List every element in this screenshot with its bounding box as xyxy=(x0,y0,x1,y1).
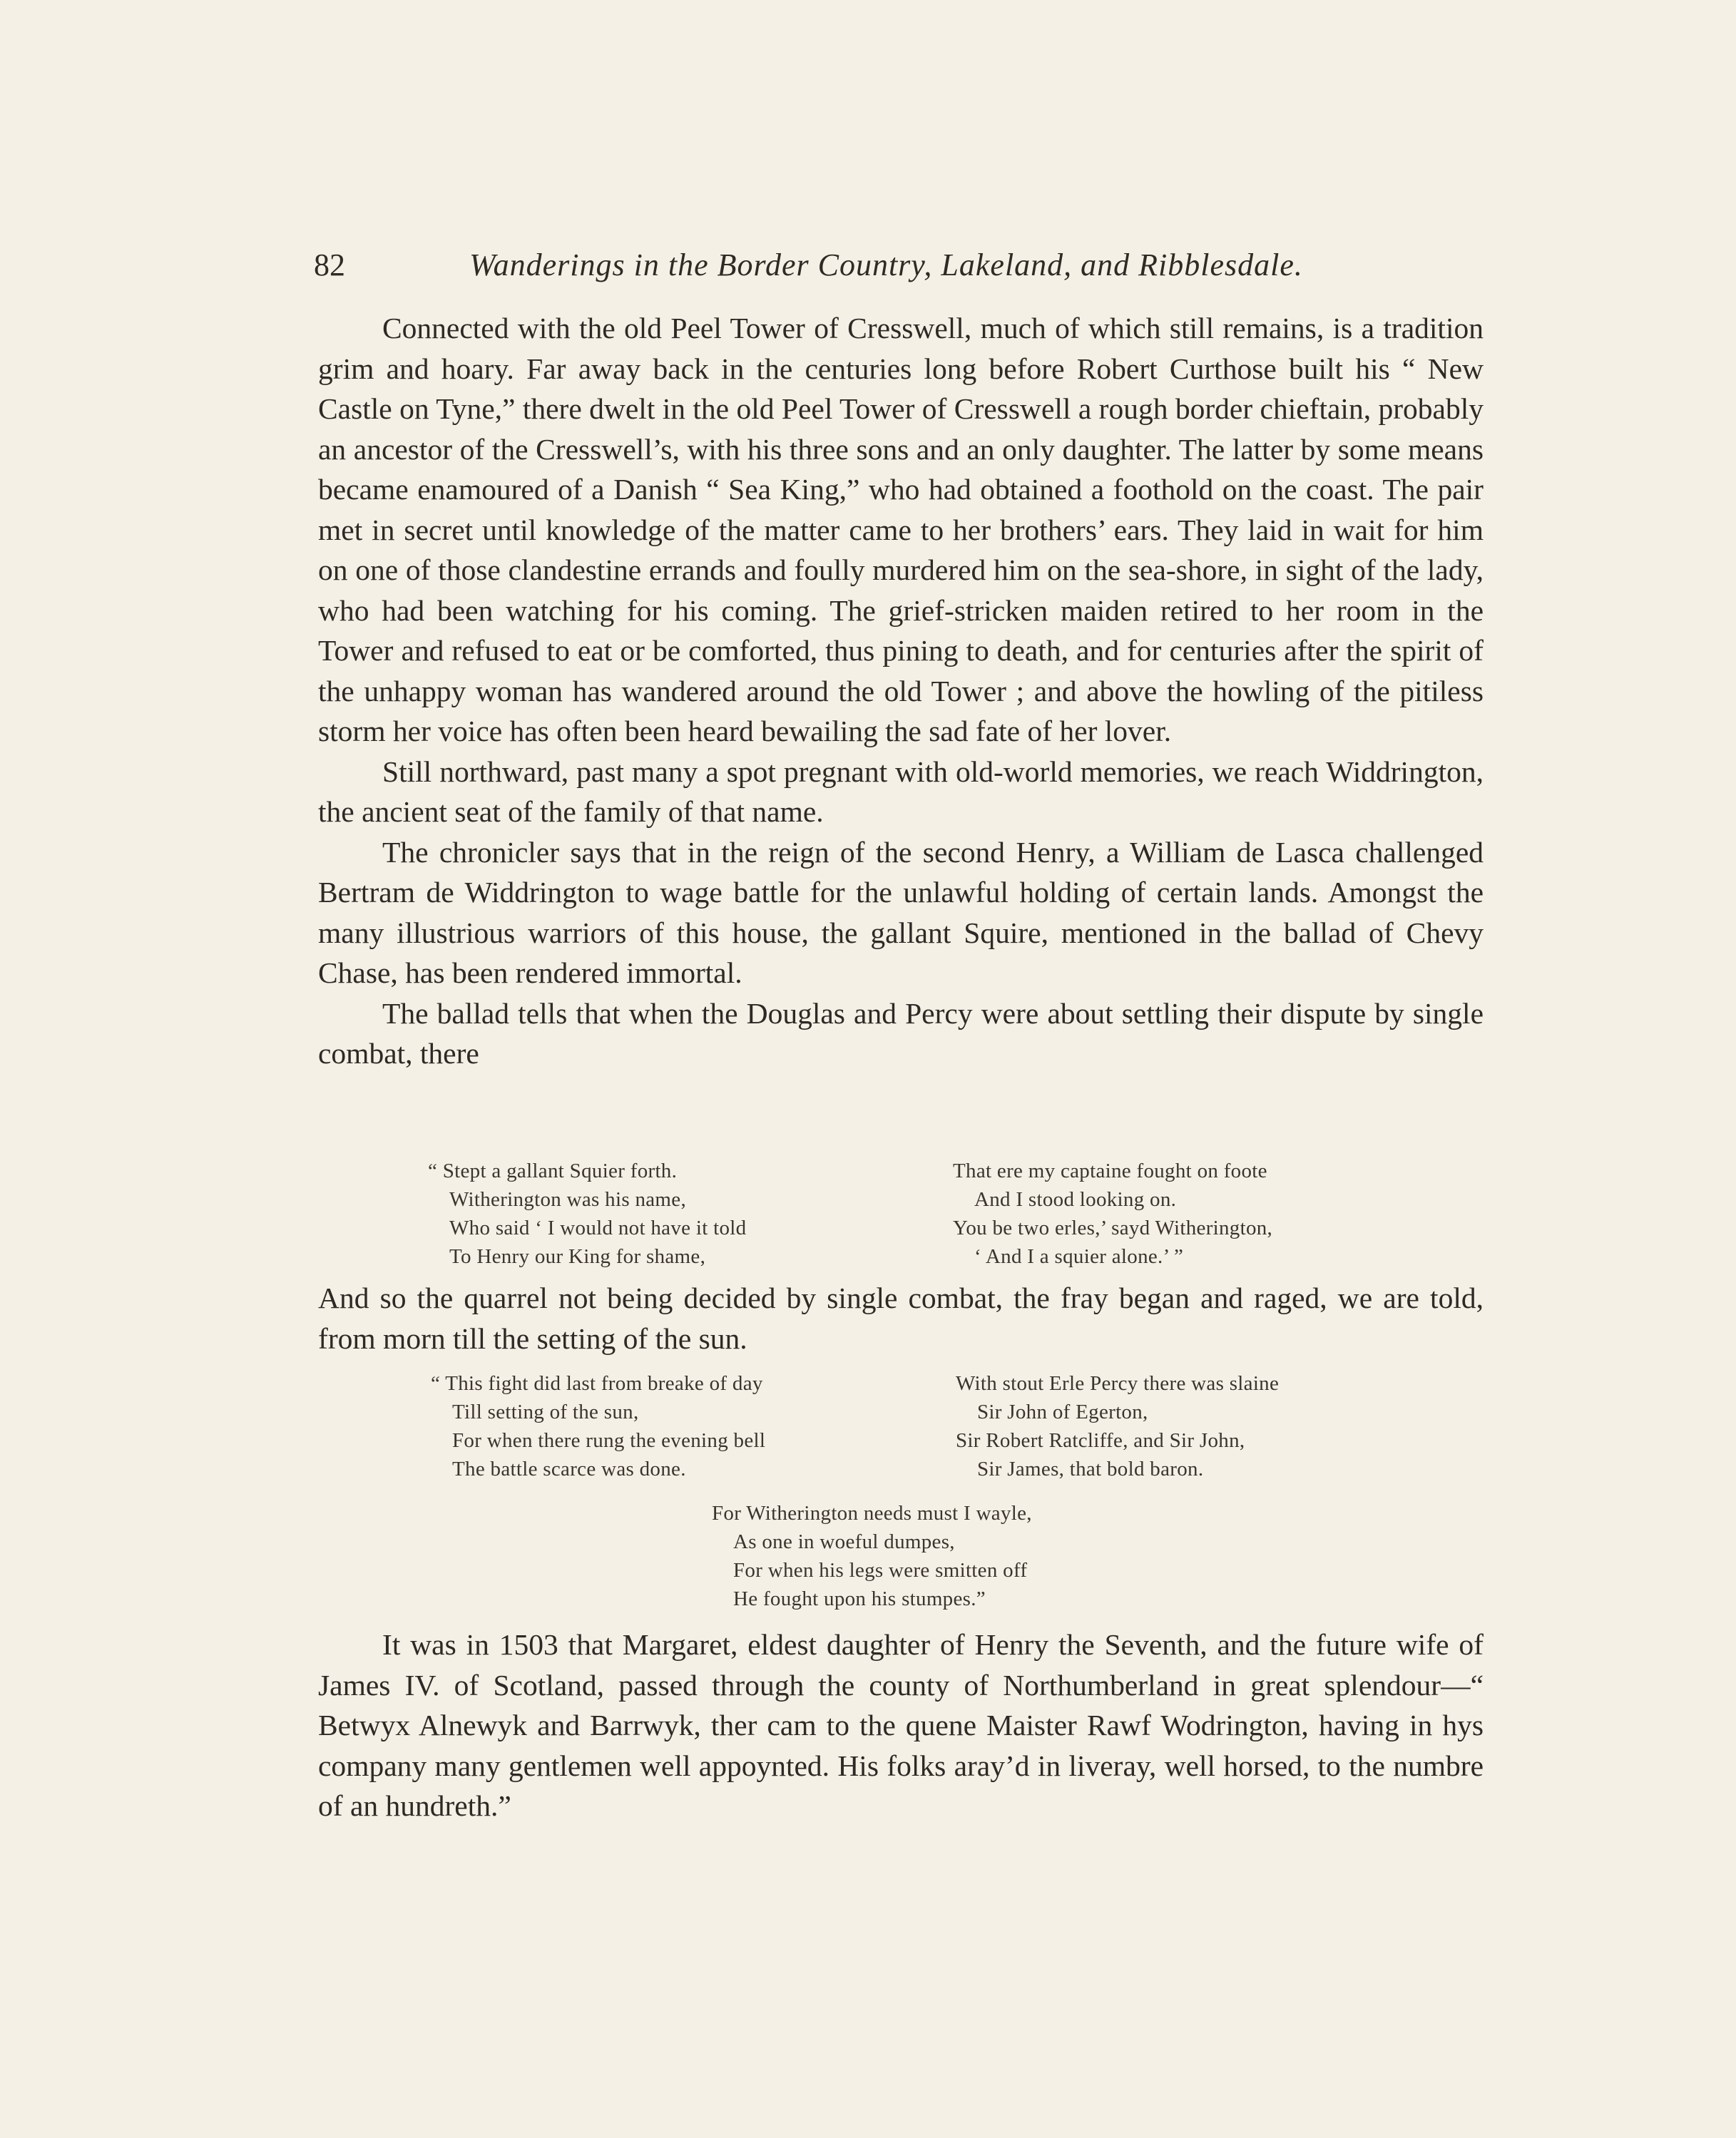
verse-line: ‘ And I a squier alone.’ ” xyxy=(974,1245,1184,1268)
verse-stanza xyxy=(953,1157,1272,1271)
verse-line: As one in woeful dumpes, xyxy=(733,1530,955,1553)
verse-line: “ This fight did last from breake of day xyxy=(431,1372,763,1395)
verse-line: “ Stept a gallant Squier forth. xyxy=(428,1160,678,1182)
verse-stanza xyxy=(431,1369,765,1483)
verse-line: Sir John of Egerton, xyxy=(977,1401,1148,1423)
paragraph: Connected with the old Peel Tower of Cresswell, much of which still remains, is a tradition grim and hoary. Far away back in the centuries long before Robert Curthose built his “ New Castle on Tyne,” there dwelt in the old Peel Tower of Cresswell a rough border chieftain, probably an ancestor of the Cresswell’s, with his three sons and an only daughter. The latter by some means became enamoured of a Danish “ Sea King,” who had obtained a foothold on the coast. The pair met in secret until knowledge of the matter came to her brothers’ ears. They laid in wait for him on one of those clandestine errands and foully murdered him on the sea-shore, in sight of the lady, who had been watching for his coming. The grief-stricken maiden retired to her room in the Tower and refused to eat or be comforted, thus pining to death, and for centuries after the spirit of the unhappy woman has wandered around the old Tower ; and above the howling of the pitiless storm her voice has often been heard bewailing the sad fate of her lover. xyxy=(318,312,1484,747)
text-block-1 xyxy=(318,308,1484,1074)
verse-line: To Henry our King for shame, xyxy=(449,1245,706,1268)
verse-line: Witherington was his name, xyxy=(449,1188,687,1211)
verse-line: Sir Robert Ratcliffe, and Sir John, xyxy=(956,1429,1245,1452)
paragraph: It was in 1503 that Margaret, eldest daughter of Henry the Seventh, and the future wife of James IV. of Scotland, passed through the county of Northumberland in great splendour—“ Betwyx Alnewyk and Barrwyk, ther cam to the quene Maister Rawf Wodrington, having in hys company many gentlemen well appoynted. His folks aray’d in liveray, well horsed, to the numbre of an hundreth.” xyxy=(318,1628,1484,1822)
verse-line: You be two erles,’ sayd Witherington, xyxy=(953,1217,1273,1239)
verse-line: With stout Erle Percy there was slaine xyxy=(956,1372,1280,1395)
verse-line: The battle scarce was done. xyxy=(452,1458,686,1480)
page-number: 82 xyxy=(314,247,345,282)
verse-line: For when his legs were smitten off xyxy=(733,1559,1028,1582)
paragraph: And so the quarrel not being decided by single combat, the fray began and raged, we are told, from morn till the setting of the sun. xyxy=(318,1282,1484,1355)
paragraph: The chronicler says that in the reign of the second Henry, a William de Lasca challenged Bertram de Widdrington to wage battle for the unlawful holding of certain lands. Amongst the many illustrious warriors of this house, the gallant Squire, mentioned in the ballad of Chevy Chase, has been rendered immortal. xyxy=(318,835,1484,989)
running-title: Wanderings in the Border Country, Lakeland, and Ribblesdale. xyxy=(469,247,1303,282)
verse-stanza xyxy=(956,1369,1279,1483)
verse-stanza xyxy=(712,1499,1032,1613)
verse-line: For when there rung the evening bell xyxy=(452,1429,766,1452)
text-block-3 xyxy=(318,1625,1484,1826)
verse-line: That ere my captaine fought on foote xyxy=(953,1160,1267,1182)
paragraph: Still northward, past many a spot pregnant with old-world memories, we reach Widdrington, the ancient seat of the family of that name. xyxy=(318,755,1484,828)
paragraph: The ballad tells that when the Douglas and Percy were about settling their dispute by single combat, there xyxy=(318,996,1484,1070)
verse-line: For Witherington needs must I wayle, xyxy=(712,1502,1032,1525)
verse-line: He fought upon his stumpes.” xyxy=(733,1587,986,1610)
verse-line: Who said ‘ I would not have it told xyxy=(449,1217,747,1239)
verse-line: And I stood looking on. xyxy=(974,1188,1177,1211)
verse-line: Till setting of the sun, xyxy=(452,1401,639,1423)
text-block-2 xyxy=(318,1278,1484,1359)
verse-stanza xyxy=(428,1157,746,1271)
verse-line: Sir James, that bold baron. xyxy=(977,1458,1204,1480)
page-header xyxy=(314,244,1484,287)
